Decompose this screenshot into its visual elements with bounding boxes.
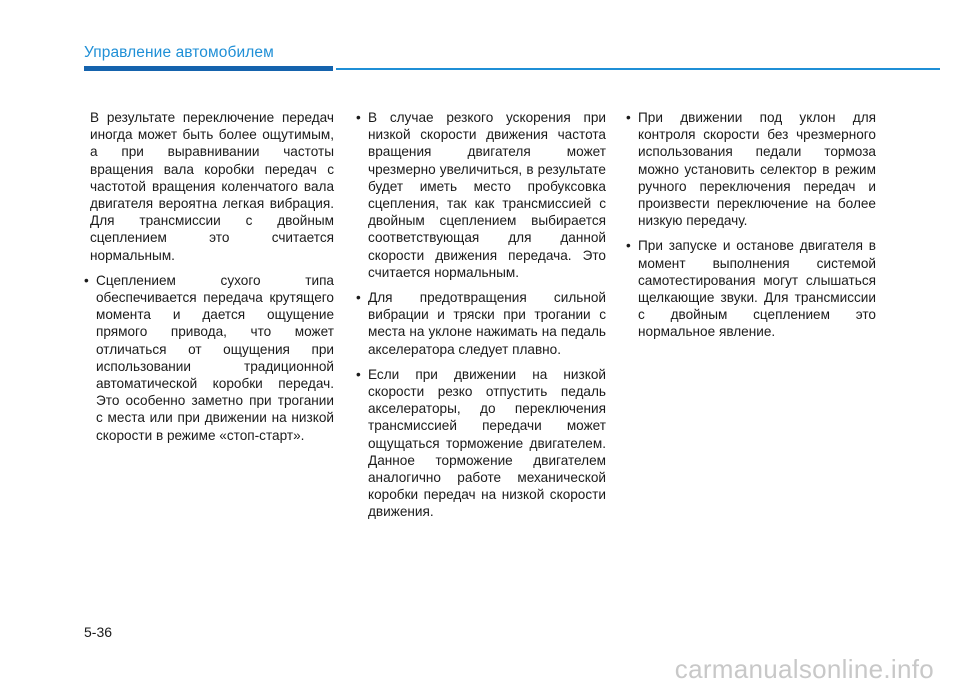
header-rule-light xyxy=(336,68,940,70)
watermark: carmanualsonline.info xyxy=(674,654,934,684)
bullet-engine-braking: • Если при движении на низкой скорости резко отпустить педаль акселераторы, до переключения трансмиссией передачи может ощущаться торможение двигателем. Данное торможение двигателем аналогично работе механической коробки передач на низкой скорости движения. xyxy=(356,366,606,521)
section-title: Управление автомобилем xyxy=(84,44,274,61)
intro-paragraph: В результате переключение передач иногда может быть более ощутимым, а при выравнивании частоты вращения вала коробки передач с частотой вращения коленчатого вала двигателя вероятна легкая вибрация. Для трансмиссии с двойным сцеплением это считается нормальным. xyxy=(90,110,334,263)
text-column-2 xyxy=(356,109,606,529)
text-column-3 xyxy=(626,109,876,349)
text-column-1 xyxy=(84,109,334,452)
header-rule-dark xyxy=(84,66,333,71)
page-number: 5-36 xyxy=(84,624,113,640)
bullet-hard-acceleration: • В случае резкого ускорения при низкой скорости движения частота вращения двигателя может чрезмерно увеличиться, в результате будет иметь место пробуксовка сцепления, так как трансмиссией с двойным сцеплением выбирается соответствующая для данной скорости движения передача. Это считается нормальным. xyxy=(356,109,606,281)
bullet-self-test-clicks: • При запуске и останове двигателя в момент выполнения системой самотестирования могут слышаться щелкающие звуки. Для трансмиссии с двойным сцеплением это нормальное явление. xyxy=(626,237,876,340)
bullet-dry-clutch: • Сцеплением сухого типа обеспечивается передача крутящего момента и дается ощущение прямого привода, что может отличаться от ощущения при использовании традиционной автоматической коробки передач. Это особенно заметно при трогании с места или при движении на низкой скорости в режиме «стоп-старт». xyxy=(84,272,334,444)
bullet-hill-start: • Для предотвращения сильной вибрации и тряски при трогании с места на уклоне нажимать на педаль акселератора следует плавно. xyxy=(356,289,606,358)
bullet-downhill: • При движении под уклон для контроля скорости без чрезмерного использования педали тормоза можно установить селектор в режим ручного переключения передач и произвести переключение на более низкую передачу. xyxy=(626,109,876,229)
